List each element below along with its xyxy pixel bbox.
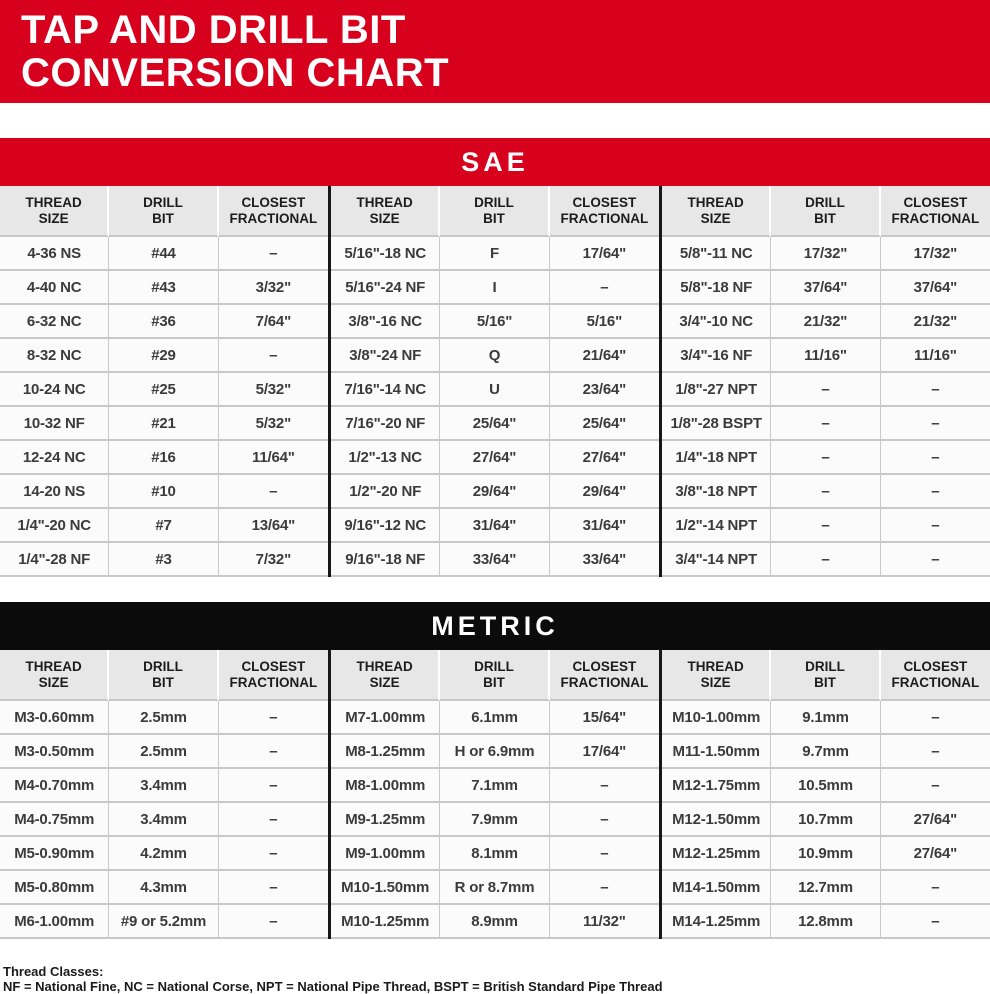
table-cell-closest-fractional: 17/32"	[881, 237, 990, 271]
sae-column-header-2: DRILL BIT	[440, 186, 549, 237]
table-cell-closest-fractional: 23/64"	[550, 373, 659, 407]
sae-column-header-1: THREAD SIZE	[331, 186, 440, 237]
table-cell-thread-size: 10-32 NF	[0, 407, 109, 441]
table-cell-thread-size: M8-1.00mm	[331, 769, 440, 803]
sae-column-header-1: THREAD SIZE	[0, 186, 109, 237]
table-cell-drill-bit: 12.7mm	[771, 871, 880, 905]
table-cell-thread-size: M9-1.00mm	[331, 837, 440, 871]
table-cell-thread-size: M5-0.80mm	[0, 871, 109, 905]
table-cell-drill-bit: –	[771, 509, 880, 543]
sae-column-header-1: THREAD SIZE	[662, 186, 771, 237]
page-title-line-1: TAP AND DRILL BIT	[21, 7, 406, 52]
table-cell-closest-fractional: –	[881, 905, 990, 939]
table-cell-drill-bit: #44	[109, 237, 218, 271]
table-cell-drill-bit: I	[440, 271, 549, 305]
table-cell-thread-size: 12-24 NC	[0, 441, 109, 475]
table-cell-thread-size: 9/16"-18 NF	[331, 543, 440, 577]
table-cell-closest-fractional: 17/64"	[550, 735, 659, 769]
sae-column-header-3: CLOSEST FRACTIONAL	[219, 186, 328, 237]
table-cell-thread-size: M4-0.70mm	[0, 769, 109, 803]
table-cell-drill-bit: –	[771, 407, 880, 441]
table-cell-closest-fractional: 11/32"	[550, 905, 659, 939]
sae-section	[0, 138, 990, 577]
table-cell-drill-bit: 12.8mm	[771, 905, 880, 939]
table-cell-thread-size: M12-1.75mm	[662, 769, 771, 803]
table-cell-closest-fractional: 7/32"	[219, 543, 328, 577]
table-cell-closest-fractional: 5/16"	[550, 305, 659, 339]
metric-column-header-2: DRILL BIT	[771, 650, 880, 701]
table-cell-closest-fractional: 25/64"	[550, 407, 659, 441]
table-cell-drill-bit: 2.5mm	[109, 735, 218, 769]
table-cell-drill-bit: 8.1mm	[440, 837, 549, 871]
table-cell-closest-fractional: –	[881, 769, 990, 803]
table-cell-thread-size: 9/16"-12 NC	[331, 509, 440, 543]
table-cell-closest-fractional: –	[219, 339, 328, 373]
table-cell-closest-fractional: –	[550, 837, 659, 871]
sae-column-header-2: DRILL BIT	[771, 186, 880, 237]
table-cell-thread-size: M12-1.25mm	[662, 837, 771, 871]
table-cell-thread-size: 3/4"-14 NPT	[662, 543, 771, 577]
table-cell-closest-fractional: –	[881, 871, 990, 905]
table-cell-drill-bit: 4.3mm	[109, 871, 218, 905]
thread-classes-abbreviations: NF = National Fine, NC = National Corse, NPT = National Pipe Thread, BSPT = British Standard Pipe Thread	[3, 979, 663, 994]
table-cell-thread-size: M6-1.00mm	[0, 905, 109, 939]
table-cell-thread-size: M9-1.25mm	[331, 803, 440, 837]
table-cell-drill-bit: 3.4mm	[109, 769, 218, 803]
table-cell-closest-fractional: –	[881, 407, 990, 441]
table-cell-closest-fractional: 3/32"	[219, 271, 328, 305]
table-cell-thread-size: 5/8"-18 NF	[662, 271, 771, 305]
table-cell-thread-size: M10-1.50mm	[331, 871, 440, 905]
metric-column-header-2: DRILL BIT	[440, 650, 549, 701]
table-cell-thread-size: M12-1.50mm	[662, 803, 771, 837]
table-cell-drill-bit: #29	[109, 339, 218, 373]
table-cell-thread-size: M10-1.25mm	[331, 905, 440, 939]
table-cell-thread-size: 1/2"-20 NF	[331, 475, 440, 509]
metric-section-band: METRIC	[0, 602, 990, 650]
spacer	[0, 577, 990, 602]
table-cell-closest-fractional: –	[881, 735, 990, 769]
table-cell-thread-size: 5/16"-18 NC	[331, 237, 440, 271]
table-cell-drill-bit: #7	[109, 509, 218, 543]
table-cell-drill-bit: #21	[109, 407, 218, 441]
table-cell-closest-fractional: –	[219, 769, 328, 803]
sae-group-3	[662, 186, 990, 577]
table-cell-drill-bit: 10.9mm	[771, 837, 880, 871]
table-cell-thread-size: 3/8"-16 NC	[331, 305, 440, 339]
spacer	[0, 103, 990, 138]
table-cell-drill-bit: 31/64"	[440, 509, 549, 543]
table-cell-thread-size: 4-36 NS	[0, 237, 109, 271]
table-cell-closest-fractional: 21/32"	[881, 305, 990, 339]
table-cell-thread-size: M14-1.25mm	[662, 905, 771, 939]
metric-column-header-1: THREAD SIZE	[0, 650, 109, 701]
metric-table	[0, 650, 990, 939]
table-cell-drill-bit: R or 8.7mm	[440, 871, 549, 905]
table-cell-drill-bit: F	[440, 237, 549, 271]
table-cell-drill-bit: 4.2mm	[109, 837, 218, 871]
metric-column-header-1: THREAD SIZE	[331, 650, 440, 701]
table-cell-thread-size: 1/4"-28 NF	[0, 543, 109, 577]
table-cell-drill-bit: 10.5mm	[771, 769, 880, 803]
table-cell-closest-fractional: –	[550, 271, 659, 305]
sae-column-header-3: CLOSEST FRACTIONAL	[881, 186, 990, 237]
table-cell-thread-size: 1/8"-28 BSPT	[662, 407, 771, 441]
table-cell-closest-fractional: 11/64"	[219, 441, 328, 475]
table-cell-drill-bit: #3	[109, 543, 218, 577]
metric-group-1	[0, 650, 328, 939]
table-cell-closest-fractional: –	[219, 701, 328, 735]
metric-column-header-3: CLOSEST FRACTIONAL	[881, 650, 990, 701]
table-cell-thread-size: M4-0.75mm	[0, 803, 109, 837]
table-cell-thread-size: 4-40 NC	[0, 271, 109, 305]
table-cell-closest-fractional: –	[881, 543, 990, 577]
table-cell-drill-bit: –	[771, 441, 880, 475]
table-cell-drill-bit: 9.1mm	[771, 701, 880, 735]
table-cell-thread-size: 10-24 NC	[0, 373, 109, 407]
table-cell-thread-size: M3-0.60mm	[0, 701, 109, 735]
table-cell-drill-bit: 6.1mm	[440, 701, 549, 735]
table-cell-drill-bit: 7.9mm	[440, 803, 549, 837]
table-cell-thread-size: M14-1.50mm	[662, 871, 771, 905]
table-cell-drill-bit: 37/64"	[771, 271, 880, 305]
metric-group-3	[662, 650, 990, 939]
table-cell-drill-bit: 10.7mm	[771, 803, 880, 837]
table-cell-drill-bit: 21/32"	[771, 305, 880, 339]
table-cell-thread-size: M5-0.90mm	[0, 837, 109, 871]
table-cell-closest-fractional: –	[881, 373, 990, 407]
table-cell-thread-size: M8-1.25mm	[331, 735, 440, 769]
table-cell-drill-bit: –	[771, 475, 880, 509]
table-cell-closest-fractional: 5/32"	[219, 373, 328, 407]
table-cell-closest-fractional: 15/64"	[550, 701, 659, 735]
table-cell-thread-size: 1/4"-18 NPT	[662, 441, 771, 475]
thread-classes-heading: Thread Classes:	[3, 964, 104, 979]
table-cell-closest-fractional: 11/16"	[881, 339, 990, 373]
table-cell-drill-bit: –	[771, 543, 880, 577]
table-cell-closest-fractional: –	[550, 871, 659, 905]
metric-column-header-1: THREAD SIZE	[662, 650, 771, 701]
table-cell-drill-bit: #16	[109, 441, 218, 475]
table-cell-closest-fractional: –	[219, 237, 328, 271]
table-cell-drill-bit: #25	[109, 373, 218, 407]
table-cell-closest-fractional: 33/64"	[550, 543, 659, 577]
table-cell-thread-size: 3/8"-24 NF	[331, 339, 440, 373]
table-cell-drill-bit: 3.4mm	[109, 803, 218, 837]
table-cell-drill-bit: 29/64"	[440, 475, 549, 509]
table-cell-drill-bit: 9.7mm	[771, 735, 880, 769]
metric-group-2	[331, 650, 659, 939]
metric-column-header-2: DRILL BIT	[109, 650, 218, 701]
table-cell-thread-size: 5/8"-11 NC	[662, 237, 771, 271]
table-cell-closest-fractional: –	[219, 871, 328, 905]
table-cell-drill-bit: 25/64"	[440, 407, 549, 441]
table-cell-closest-fractional: 31/64"	[550, 509, 659, 543]
table-cell-drill-bit: Q	[440, 339, 549, 373]
table-cell-closest-fractional: 37/64"	[881, 271, 990, 305]
table-cell-closest-fractional: 27/64"	[881, 837, 990, 871]
table-cell-closest-fractional: –	[881, 509, 990, 543]
sae-table	[0, 186, 990, 577]
metric-column-header-3: CLOSEST FRACTIONAL	[219, 650, 328, 701]
sae-group-1	[0, 186, 328, 577]
table-cell-closest-fractional: 27/64"	[881, 803, 990, 837]
table-cell-thread-size: M7-1.00mm	[331, 701, 440, 735]
table-cell-closest-fractional: 13/64"	[219, 509, 328, 543]
table-cell-thread-size: 1/4"-20 NC	[0, 509, 109, 543]
table-cell-closest-fractional: –	[550, 803, 659, 837]
table-cell-thread-size: 8-32 NC	[0, 339, 109, 373]
table-cell-thread-size: 14-20 NS	[0, 475, 109, 509]
table-cell-drill-bit: #10	[109, 475, 218, 509]
table-cell-drill-bit: #9 or 5.2mm	[109, 905, 218, 939]
table-cell-drill-bit: 11/16"	[771, 339, 880, 373]
table-cell-thread-size: 1/2"-14 NPT	[662, 509, 771, 543]
table-cell-drill-bit: U	[440, 373, 549, 407]
sae-column-header-2: DRILL BIT	[109, 186, 218, 237]
table-cell-thread-size: 1/8"-27 NPT	[662, 373, 771, 407]
table-cell-drill-bit: 7.1mm	[440, 769, 549, 803]
table-cell-drill-bit: 33/64"	[440, 543, 549, 577]
table-cell-thread-size: M10-1.00mm	[662, 701, 771, 735]
sae-group-2	[331, 186, 659, 577]
sae-column-header-3: CLOSEST FRACTIONAL	[550, 186, 659, 237]
table-cell-closest-fractional: 21/64"	[550, 339, 659, 373]
table-cell-drill-bit: H or 6.9mm	[440, 735, 549, 769]
table-cell-closest-fractional: 29/64"	[550, 475, 659, 509]
table-cell-closest-fractional: –	[219, 837, 328, 871]
table-cell-drill-bit: 8.9mm	[440, 905, 549, 939]
table-cell-closest-fractional: 7/64"	[219, 305, 328, 339]
table-cell-closest-fractional: –	[219, 803, 328, 837]
table-cell-drill-bit: –	[771, 373, 880, 407]
table-cell-thread-size: 3/8"-18 NPT	[662, 475, 771, 509]
table-cell-thread-size: 7/16"-14 NC	[331, 373, 440, 407]
sae-section-band: SAE	[0, 138, 990, 186]
table-cell-thread-size: 3/4"-10 NC	[662, 305, 771, 339]
table-cell-drill-bit: 2.5mm	[109, 701, 218, 735]
table-cell-thread-size: 5/16"-24 NF	[331, 271, 440, 305]
table-cell-drill-bit: 5/16"	[440, 305, 549, 339]
table-cell-drill-bit: #43	[109, 271, 218, 305]
table-cell-closest-fractional: –	[219, 735, 328, 769]
table-cell-thread-size: 6-32 NC	[0, 305, 109, 339]
table-cell-thread-size: 1/2"-13 NC	[331, 441, 440, 475]
table-cell-drill-bit: 27/64"	[440, 441, 549, 475]
metric-column-header-3: CLOSEST FRACTIONAL	[550, 650, 659, 701]
table-cell-closest-fractional: –	[881, 441, 990, 475]
table-cell-closest-fractional: 27/64"	[550, 441, 659, 475]
page-title-line-2: CONVERSION CHART	[21, 50, 450, 95]
table-cell-closest-fractional: –	[881, 701, 990, 735]
table-cell-closest-fractional: –	[881, 475, 990, 509]
table-cell-closest-fractional: 17/64"	[550, 237, 659, 271]
metric-section	[0, 602, 990, 939]
page-header	[0, 0, 990, 103]
table-cell-thread-size: M11-1.50mm	[662, 735, 771, 769]
table-cell-thread-size: 3/4"-16 NF	[662, 339, 771, 373]
table-cell-closest-fractional: 5/32"	[219, 407, 328, 441]
table-cell-drill-bit: 17/32"	[771, 237, 880, 271]
table-cell-thread-size: 7/16"-20 NF	[331, 407, 440, 441]
table-cell-closest-fractional: –	[550, 769, 659, 803]
table-cell-drill-bit: #36	[109, 305, 218, 339]
table-cell-thread-size: M3-0.50mm	[0, 735, 109, 769]
table-cell-closest-fractional: –	[219, 475, 328, 509]
table-cell-closest-fractional: –	[219, 905, 328, 939]
